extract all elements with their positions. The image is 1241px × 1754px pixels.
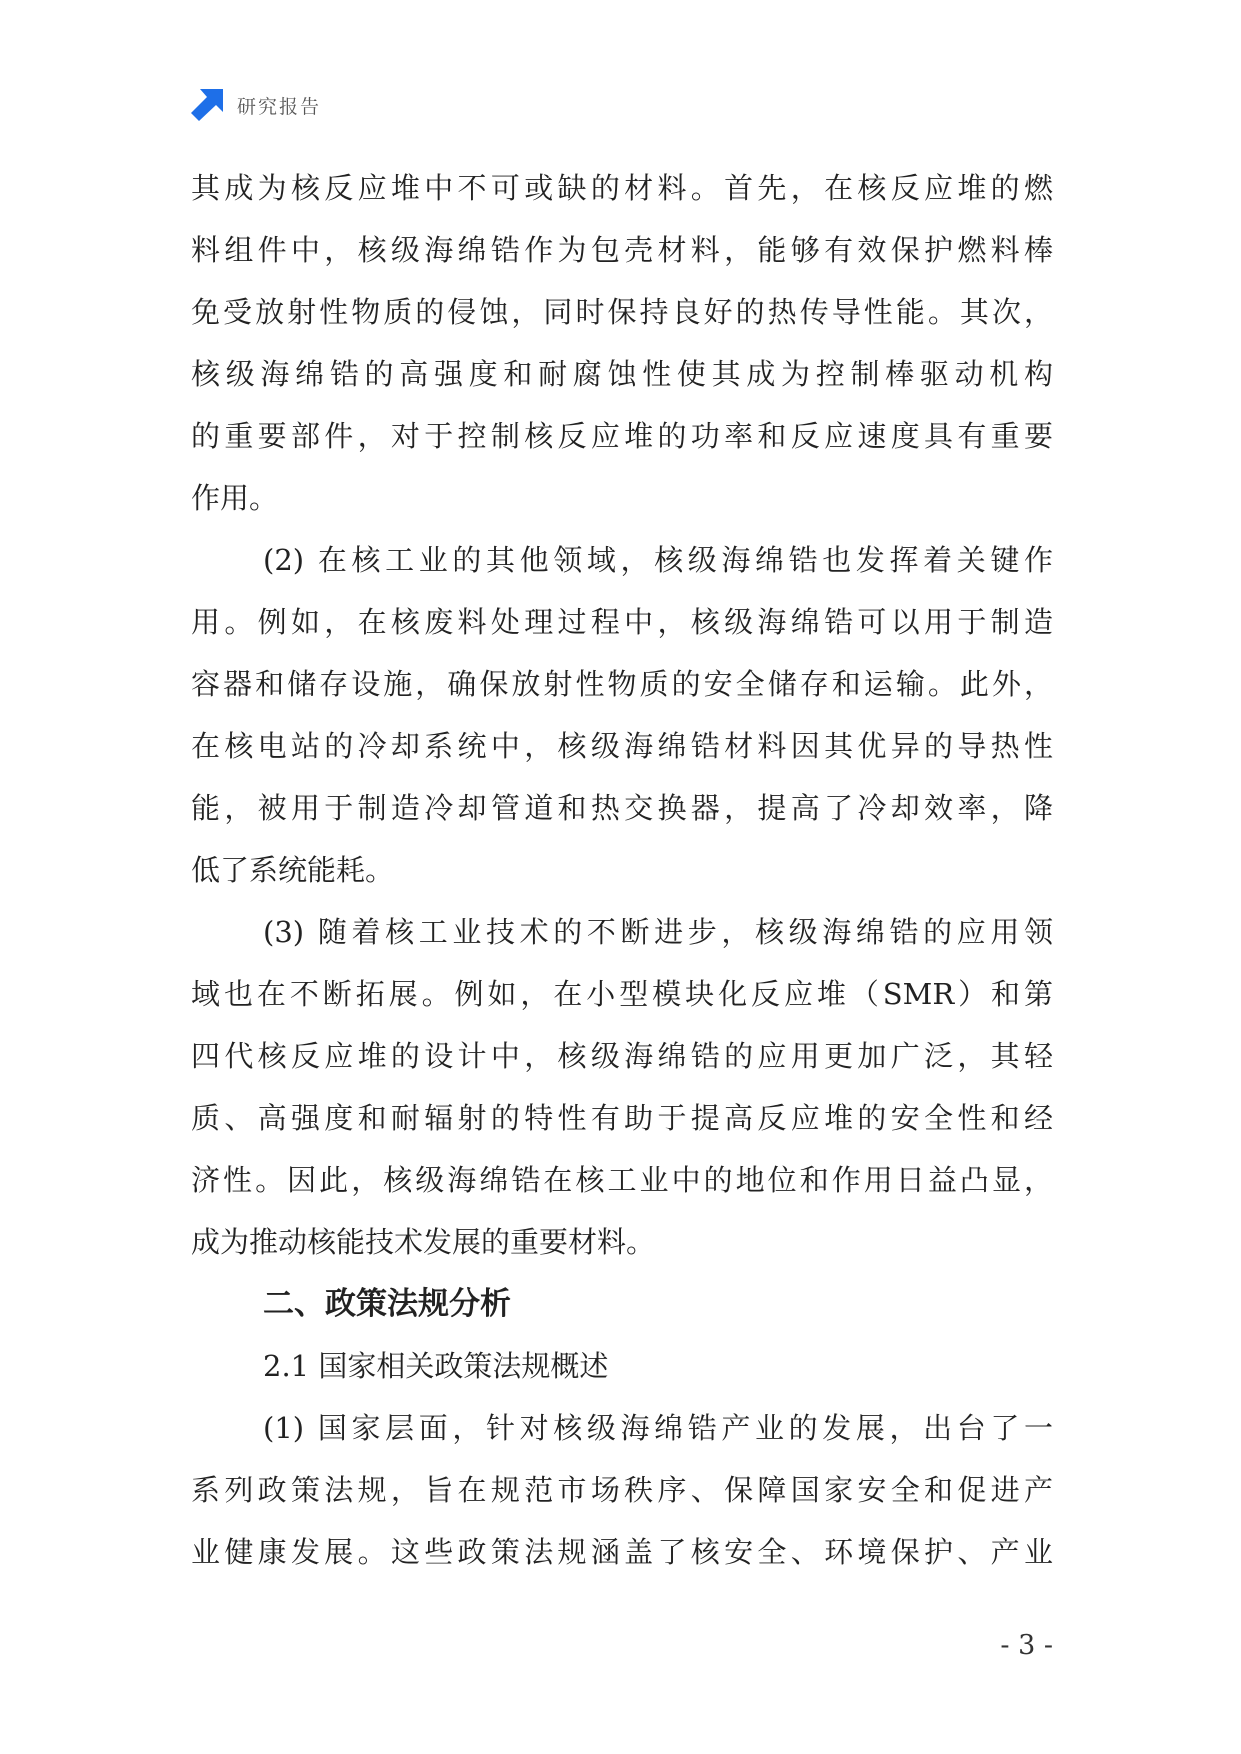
text-line: 质、高强度和耐辐射的特性有助于提高反应堆的安全性和经: [191, 1101, 1053, 1135]
page-header: [191, 87, 321, 123]
text-line: 免受放射性物质的侵蚀，同时保持良好的热传导性能。其次，: [191, 295, 1053, 329]
text-line: (1) 国家层面，针对核级海绵锆产业的发展，出台了一: [263, 1411, 1053, 1445]
text-line: 其成为核反应堆中不可或缺的材料。首先，在核反应堆的燃: [191, 171, 1053, 205]
text-line: 料组件中，核级海绵锆作为包壳材料，能够有效保护燃料棒: [191, 233, 1053, 267]
subsection-heading: 2.1 国家相关政策法规概述: [263, 1349, 609, 1383]
text-line: 系列政策法规，旨在规范市场秩序、保障国家安全和促进产: [191, 1473, 1053, 1507]
text-line: 业健康发展。这些政策法规涵盖了核安全、环境保护、产业: [191, 1535, 1053, 1569]
text-line: 容器和储存设施，确保放射性物质的安全储存和运输。此外，: [191, 667, 1053, 701]
text-line: 低了系统能耗。: [191, 853, 395, 887]
text-line: 核级海绵锆的高强度和耐腐蚀性使其成为控制棒驱动机构: [191, 357, 1053, 391]
text-line: (3) 随着核工业技术的不断进步，核级海绵锆的应用领: [263, 915, 1053, 949]
text-line: 作用。: [191, 481, 279, 515]
header-title: 研究报告: [237, 95, 322, 118]
text-line: 的重要部件，对于控制核反应堆的功率和反应速度具有重要: [191, 419, 1053, 453]
text-line: (2) 在核工业的其他领域，核级海绵锆也发挥着关键作: [263, 543, 1053, 577]
text-line: 济性。因此，核级海绵锆在核工业中的地位和作用日益凸显，: [191, 1163, 1053, 1197]
text-line: 四代核反应堆的设计中，核级海绵锆的应用更加广泛，其轻: [191, 1039, 1053, 1073]
page-number: - 3 -: [1000, 1630, 1053, 1661]
text-line: 域也在不断拓展。例如，在小型模块化反应堆（SMR）和第: [191, 977, 1053, 1011]
text-line: 成为推动核能技术发展的重要材料。: [191, 1225, 656, 1259]
paragraph-4: [191, 1397, 1053, 1583]
text-line: 用。例如，在核废料处理过程中，核级海绵锆可以用于制造: [191, 605, 1053, 639]
paragraph-1: [191, 157, 1053, 529]
text-line: 在核电站的冷却系统中，核级海绵锆材料因其优异的导热性: [191, 729, 1053, 763]
arrow-logo-icon: [191, 89, 223, 121]
paragraph-2: [191, 529, 1053, 901]
paragraph-3: [191, 901, 1053, 1273]
text-line: 能，被用于制造冷却管道和热交换器，提高了冷却效率，降: [191, 791, 1053, 825]
section-heading: 二、政策法规分析: [263, 1286, 511, 1322]
document-body: [191, 157, 1053, 1583]
